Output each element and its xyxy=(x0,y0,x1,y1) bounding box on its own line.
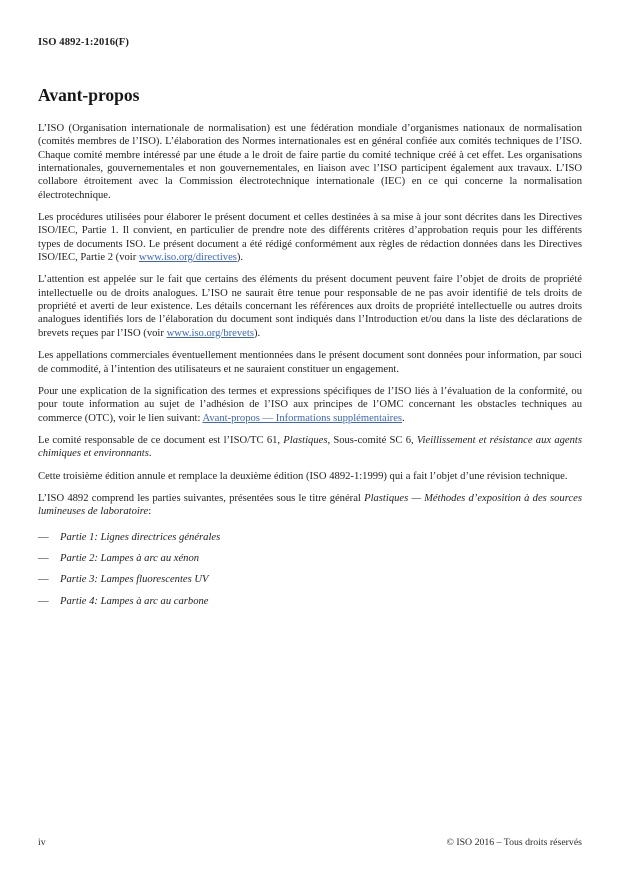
list-dash: — xyxy=(38,595,49,607)
paragraph-text: : xyxy=(148,506,152,518)
paragraph-text: Les appellations commerciales éventuellement mentionnées dans le présent document sont données pour information, par souci de commodité, à l’intention des utilisateurs et ne sauraient constituer un engagement. xyxy=(38,350,582,375)
paragraph-text: . xyxy=(148,448,152,460)
paragraph-trade-names xyxy=(38,349,582,376)
link-iso-directives[interactable]: www.iso.org/directives xyxy=(138,252,237,264)
copyright-notice: © ISO 2016 – Tous droits réservés xyxy=(446,837,582,848)
page-number: iv xyxy=(38,837,46,848)
paragraph-text: L’ISO 4892 comprend les parties suivantes, présentées sous le titre général xyxy=(38,492,365,504)
list-item-part-4 xyxy=(38,595,582,608)
list-item-label: Partie 3: Lampes fluorescentes UV xyxy=(60,574,209,586)
list-item-label: Partie 2: Lampes à arc au xénon xyxy=(60,552,200,564)
paragraph-procedures xyxy=(38,211,582,264)
list-item-part-3 xyxy=(38,573,582,586)
paragraph-text: ). xyxy=(236,252,244,264)
link-avant-propos-informations[interactable]: Avant-propos — Informations supplémentaires xyxy=(202,412,403,424)
paragraph-committee xyxy=(38,434,582,461)
list-item-label: Partie 4: Lampes à arc au carbone xyxy=(60,595,209,607)
link-iso-brevets[interactable]: www.iso.org/brevets xyxy=(166,327,254,339)
paragraph-text: L’ISO (Organisation internationale de normalisation) est une fédération mondiale d’organismes nationaux de normalisation (comités membres de l’ISO). L’élaboration des Normes internationales est en général confiée aux comités techniques de l’ISO. Chaque comité membre intéressé par une étude a le droit de faire partie du comité technique créé à cet effet. Les organisations internationales, gouvernementales et non gouvernementales, en liaison avec l’ISO participent également aux travaux. L’ISO collabore étroitement avec la Commission électrotechnique internationale (IEC) en ce qui concerne la normalisation électrotechnique. xyxy=(38,123,582,201)
page-footer xyxy=(38,837,582,848)
list-item-label: Partie 1: Lignes directrices générales xyxy=(60,531,221,543)
page-title: Avant-propos xyxy=(38,85,140,105)
paragraph-text: , Sous-comité SC 6, xyxy=(327,434,417,446)
list-dash: — xyxy=(38,531,49,543)
paragraph-conformity-terms xyxy=(38,385,582,425)
list-dash: — xyxy=(38,552,49,564)
paragraph-text: . xyxy=(402,412,405,424)
list-dash: — xyxy=(38,574,49,586)
paragraph-series-intro xyxy=(38,492,582,519)
paragraph-text: Cette troisième édition annule et remplace la deuxième édition (ISO 4892-1:1999) qui a fait l’objet d’une révision technique. xyxy=(38,470,568,482)
list-item-part-1 xyxy=(38,531,582,544)
paragraph-iso-federation xyxy=(38,122,582,202)
paragraph-text: L’attention est appelée sur le fait que certains des éléments du présent document peuvent faire l’objet de droits de propriété intellectuelle ou de droits analogues. L’ISO ne saurait être tenue pour responsable de ne pas avoir identifié de tels droits de propriété et averti de leur existence. Les détails concernant les références aux droits de propriété intellectuelle ou autres droits analogues identifiés lors de l’élaboration du document sont indiqués dans l’Introduction et/ou dans la liste des déclarations de brevets reçues par l’ISO (voir xyxy=(38,274,582,339)
paragraph-intellectual-property xyxy=(38,273,582,340)
parts-list xyxy=(38,531,582,608)
subcommittee-title-italic: Vieillissement et résistance aux agents chimiques et environnants xyxy=(38,434,582,460)
paragraph-text: Les procédures utilisées pour élaborer le présent document et celles destinées à sa mise à jour sont décrites dans les Directives ISO/IEC, Partie 1. Il convient, en particulier de prendre note des différents critères d’approbation requis pour les différents types de documents ISO. Le présent document a été rédigé conformément aux règles de rédaction données dans les Directives ISO/IEC, Partie 2 (voir xyxy=(38,212,582,264)
document-reference: ISO 4892-1:2016(F) xyxy=(38,37,129,48)
document-body xyxy=(38,122,582,608)
paragraph-edition xyxy=(38,470,582,483)
paragraph-text: Le comité responsable de ce document est l’ISO/TC 61, xyxy=(38,434,284,446)
paragraph-text: ). xyxy=(253,327,261,339)
paragraph-text: Pour une explication de la signification des termes et expressions spécifiques de l’ISO liés à l’évaluation de la conformité, ou pour toute information au sujet de l’adhésion de l’ISO aux principes de l’OMC concernant les obstacles techniques au commerce (OTC), voir le lien suivant: xyxy=(38,385,582,424)
committee-title-italic: Plastiques xyxy=(283,434,328,446)
series-title-italic: Plastiques — Méthodes d’exposition à des sources lumineuses de laboratoire xyxy=(38,492,582,518)
list-item-part-2 xyxy=(38,552,582,565)
